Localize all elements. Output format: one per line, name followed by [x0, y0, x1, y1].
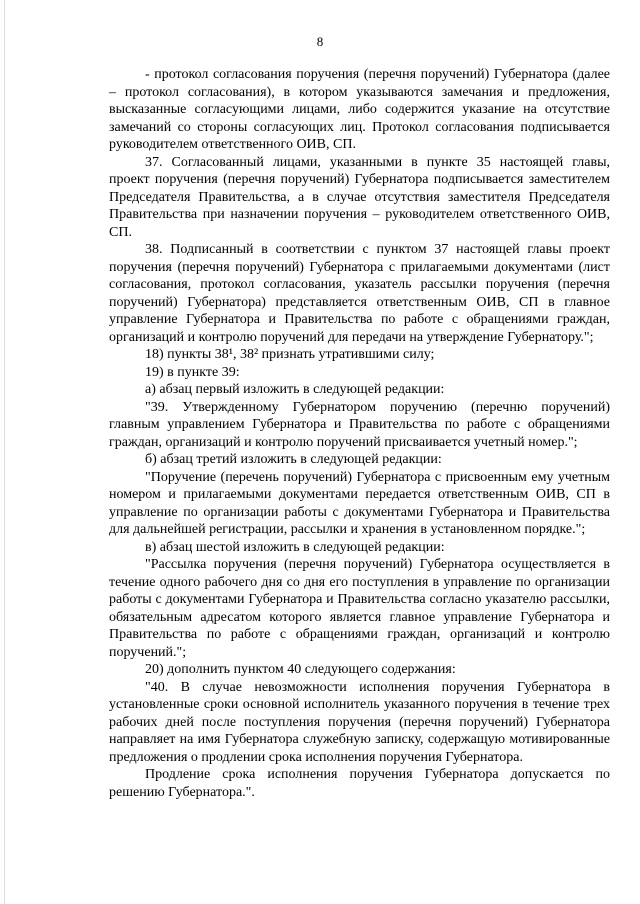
- paragraph: "Рассылка поручения (перечня поручений) Губернатора осуществляется в течение одного рабочего дня со дня его поступления в управление по организации работы с документами Губернатора и Правительства согласно указателю рассылки, обязательным адресатом которого является главное управление Губернатора и Правительства по работе с обращениями граждан, организаций и контролю поручений.";: [109, 557, 610, 660]
- paragraph: 18) пункты 38¹, 38² признать утратившими силу;: [145, 347, 435, 362]
- page-number: 8: [316, 34, 324, 49]
- paragraph: "40. В случае невозможности исполнения поручения Губернатора в установленные сроки основной исполнитель указанного поручения в течение трех рабочих дней после поступления поручения (перечня поручений) Губернатора направляет на имя Губернатора служебную записку, содержащую мотивированные предложения о продлении срока исполнения поручения Губернатора.: [109, 679, 610, 765]
- paragraph: - протокол согласования поручения (перечня поручений) Губернатора (далее – протокол согласования), в котором указываются замечания и предложения, высказанные согласующими лицами, либо содержится указание на отсутствие замечаний со стороны согласующих лиц. Протокол согласования подписывается руководителем ответственного ОИВ, СП.: [109, 67, 610, 152]
- paragraph: "Поручение (перечень поручений) Губернатора с присвоенным ему учетным номером и прилагаемыми документами передается ответственным ОИВ, СП в управление по организации работы с документами Губернатора и Правительства для дальнейшей регистрации, рассылки и хранения в установленном порядке.";: [109, 469, 610, 537]
- paragraph: "39. Утвержденному Губернатором поручению (перечню поручений) главным управлением Губернатора и Правительства по работе с обращениями граждан, организаций и контролю поручений присваивается учетный номер.";: [109, 399, 610, 450]
- paragraph: б) абзац третий изложить в следующей редакции:: [145, 452, 442, 467]
- document-body: [109, 66, 610, 801]
- paragraph: 38. Подписанный в соответствии с пунктом 37 настоящей главы проект поручения (перечня поручений) Губернатора с прилагаемыми документами (лист согласования, протокол согласования, указатель рассылки поручения (перечня поручений) Губернатора) представляется ответственным ОИВ, СП в главное управление Губернатора и Правительства по работе с обращениями граждан, организаций и контролю поручений для передачи на утверждение Губернатору.";: [109, 242, 610, 345]
- paragraph: 20) дополнить пунктом 40 следующего содержания:: [145, 662, 456, 677]
- paragraph: а) абзац первый изложить в следующей редакции:: [145, 382, 445, 397]
- paragraph: в) абзац шестой изложить в следующей редакции:: [145, 539, 445, 555]
- scan-edge-line: [4, 0, 5, 904]
- paragraph: 19) в пункте 39:: [145, 364, 240, 380]
- paragraph: 37. Согласованный лицами, указанными в пункте 35 настоящей главы, проект поручения (перечня поручений) Губернатора подписывается заместителем Председателя Правительства, а в случае отсутствия заместителя Председателя Правительства при назначении поручения – руководителем ответственного ОИВ, СП.: [109, 154, 610, 240]
- paragraph: Продление срока исполнения поручения Губернатора допускается по решению Губернатора.".: [109, 767, 610, 800]
